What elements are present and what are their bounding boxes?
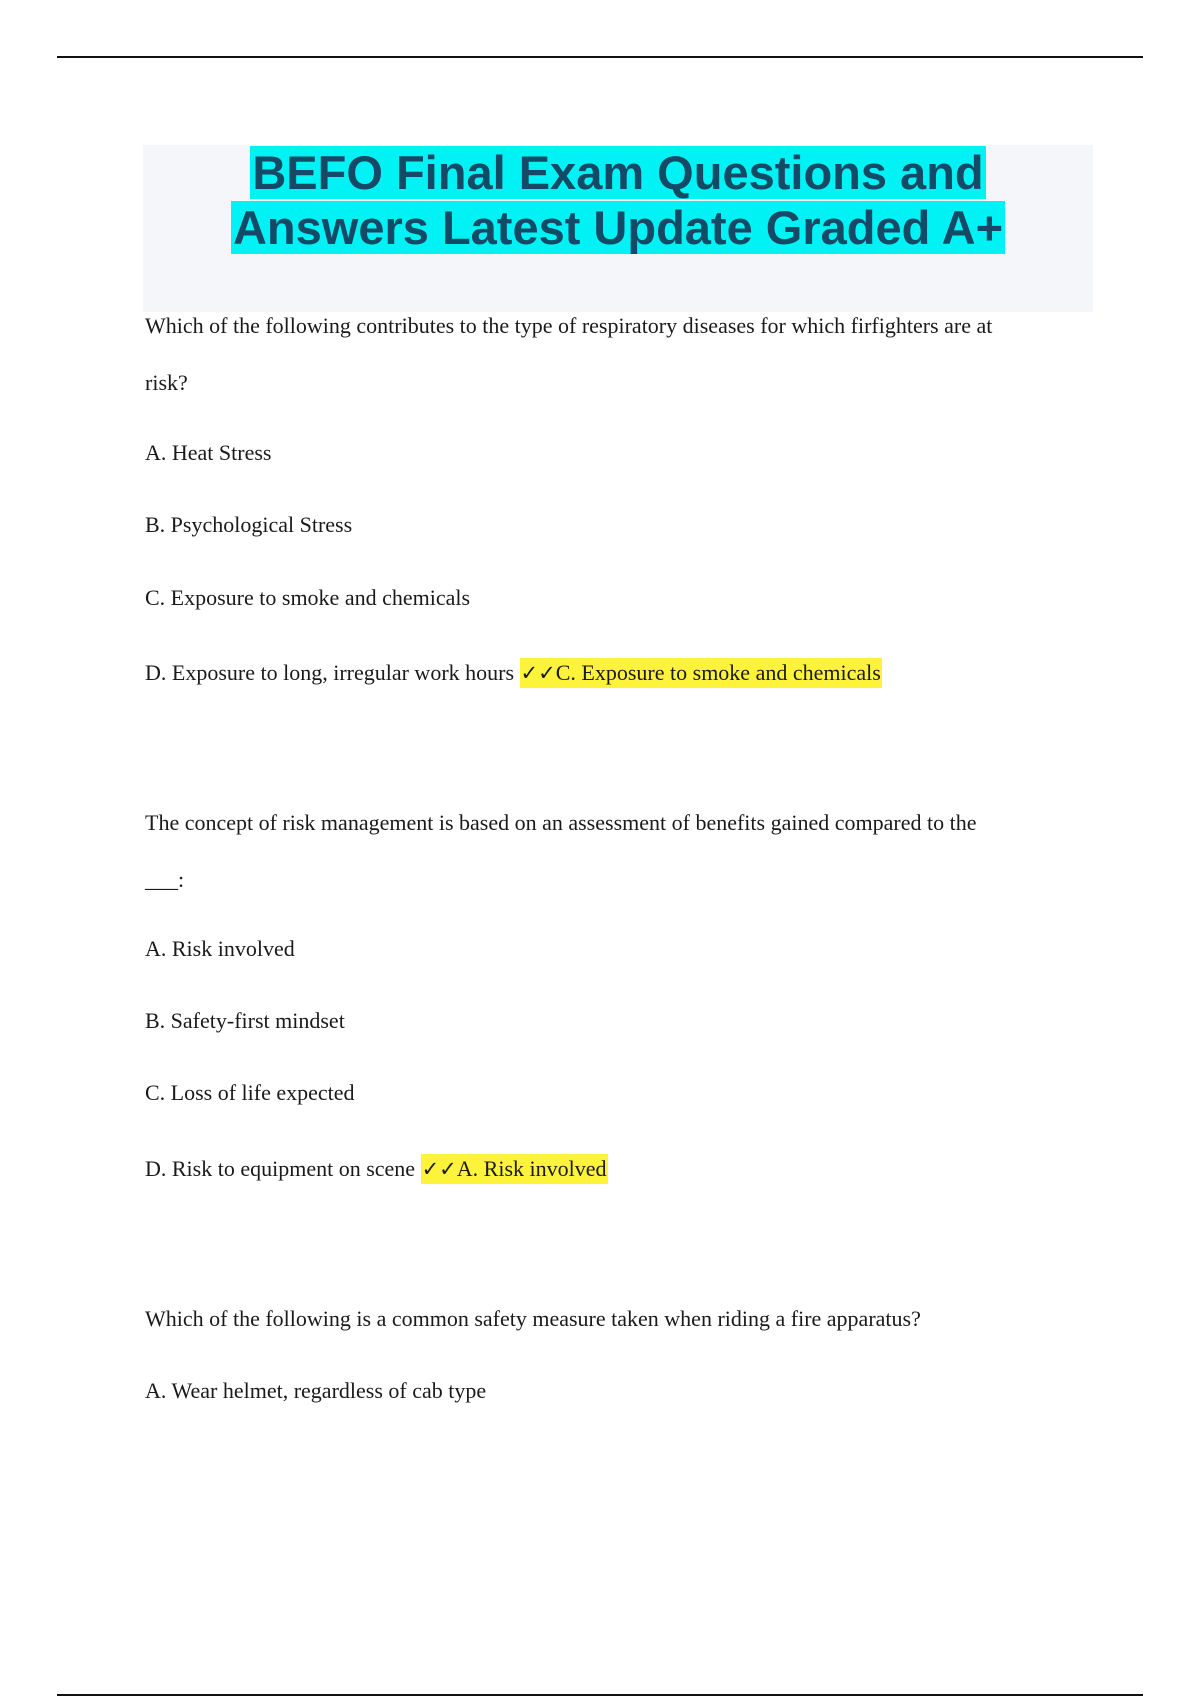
question-1-option-c: C. Exposure to smoke and chemicals <box>145 585 471 610</box>
question-1-answer: C. Exposure to smoke and chemicals <box>555 660 881 685</box>
question-3-option-a: A. Wear helmet, regardless of cab type <box>145 1378 487 1403</box>
question-2-stem-line-2: ___: <box>145 867 185 892</box>
question-3-stem-line-1: Which of the following is a common safety measure taken when riding a fire apparatus? <box>145 1306 921 1331</box>
top-rule <box>57 56 1143 58</box>
question-2-option-a: A. Risk involved <box>145 936 295 961</box>
question-2-option-b: B. Safety-first mindset <box>145 1008 345 1033</box>
question-2-option-c: C. Loss of life expected <box>145 1080 355 1105</box>
check-mark-icon: ✓✓ <box>421 1157 457 1181</box>
question-2-stem-line-1: The concept of risk management is based on an assessment of benefits gained compared to the <box>145 810 977 835</box>
question-1-option-d-line <box>145 658 882 688</box>
question-1-answer-highlight <box>520 658 882 688</box>
question-1-option-a: A. Heat Stress <box>145 440 272 465</box>
question-1-option-b: B. Psychological Stress <box>145 512 353 537</box>
document-title: BEFO Final Exam Questions and Answers Latest Update Graded A+ <box>232 146 1004 254</box>
question-2-option-d: D. Risk to equipment on scene <box>145 1156 416 1181</box>
title-block <box>143 145 1093 312</box>
check-mark-icon: ✓✓ <box>520 661 556 685</box>
question-2-answer-highlight <box>421 1154 608 1184</box>
question-2-option-d-line <box>145 1154 608 1184</box>
question-1-stem-line-1: Which of the following contributes to the type of respiratory diseases for which firfighters are at <box>145 313 993 338</box>
question-1-stem-line-2: risk? <box>145 370 188 395</box>
question-2-answer: A. Risk involved <box>456 1156 607 1181</box>
bottom-rule <box>57 1694 1143 1696</box>
question-1-option-d: D. Exposure to long, irregular work hours <box>145 660 515 685</box>
